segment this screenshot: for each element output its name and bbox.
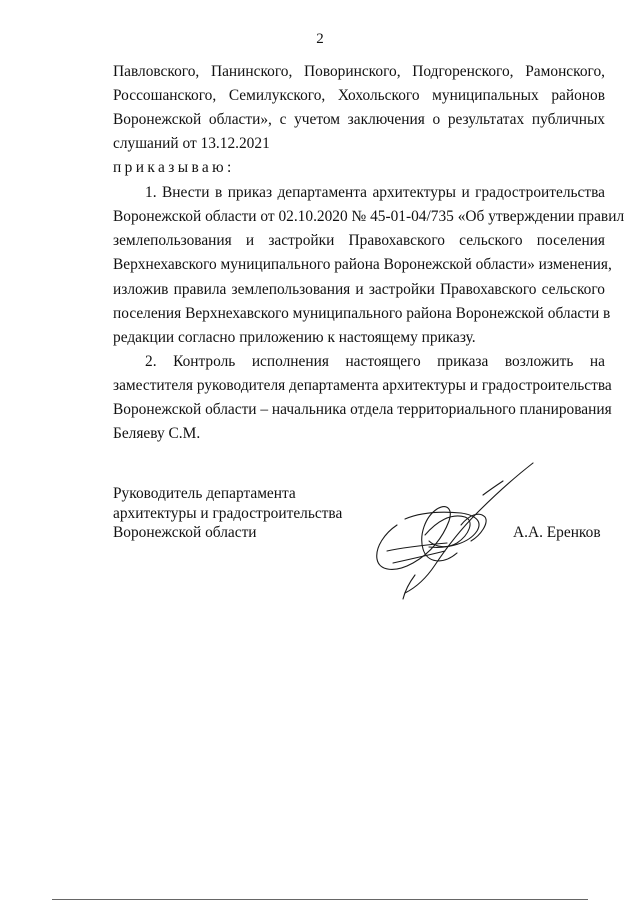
intro-line: слушаний от 13.12.2021 (113, 135, 270, 152)
item1-line: Верхнехавского муниципального района Воронежской области» изменения, (113, 256, 612, 273)
item1-line: редакции согласно приложению к настоящему приказу. (113, 329, 476, 346)
footer-rule (52, 899, 588, 900)
page-number: 2 (316, 31, 324, 47)
item1-line: 1. Внести в приказ департамента архитектуры и градостроительства (145, 184, 605, 201)
item1-line: Воронежской области от 02.10.2020 № 45-01-04/735 «Об утверждении правил (113, 208, 625, 225)
position-line: архитектуры и градостроительства (113, 505, 343, 522)
item2-line: 2. Контроль исполнения настоящего приказа возложить на (145, 353, 605, 370)
signatory-name: А.А. Еренков (513, 524, 601, 541)
position-line: Руководитель департамента (113, 485, 296, 502)
item2-line: Воронежской области – начальника отдела территориального планирования (113, 401, 612, 418)
item2-line: заместителя руководителя департамента архитектуры и градостроительства (113, 377, 612, 394)
intro-line: Павловского, Панинского, Поворинского, Подгоренского, Рамонского, (113, 63, 605, 80)
item1-line: поселения Верхнехавского муниципального района Воронежской области в (113, 305, 611, 322)
intro-line: Воронежской области», с учетом заключения о результатах публичных (113, 111, 605, 128)
item1-line: изложив правила землепользования и застройки Правохавского сельского (113, 281, 605, 298)
order-word: приказываю: (113, 159, 235, 176)
item1-line: землепользования и застройки Правохавского сельского поселения (113, 232, 605, 249)
intro-line: Россошанского, Семилукского, Хохольского муниципальных районов (113, 87, 605, 104)
item2-line: Беляеву С.М. (113, 425, 201, 442)
position-line: Воронежской области (113, 524, 257, 541)
